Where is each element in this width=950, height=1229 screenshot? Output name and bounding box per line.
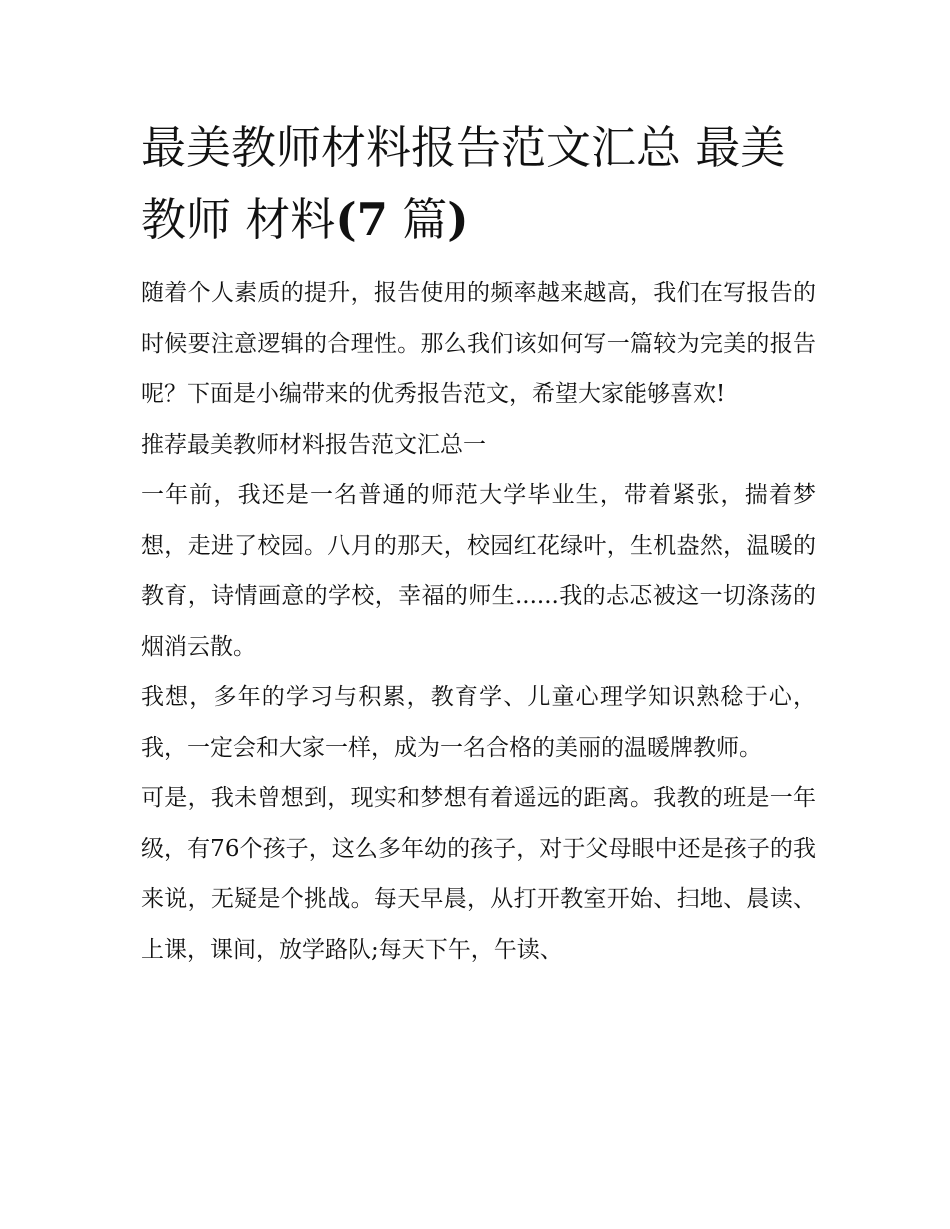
document-content (141, 112, 816, 975)
title-text: 最美教师材料报告范文汇总 最美教师 材料 (141, 121, 786, 246)
body-paragraph-3: 可是，我未曾想到，现实和梦想有着遥远的距离。我教的班是一年级，有76个孩子，这么多年幼的孩子，对于父母眼中还是孩子的我来说，无疑是个挑战。每天早晨，从打开教室开始、扫地、晨读、上课，课间，放学路队;每天下午，午读、 (141, 785, 816, 963)
body-paragraph-1: 一年前，我还是一名普通的师范大学毕业生，带着紧张，揣着梦想，走进了校园。八月的那天，校园红花绿叶，生机盎然，温暖的教育，诗情画意的学校，幸福的师生......我的忐忑被这一切涤荡的烟消云散。 (141, 482, 816, 660)
title-paren-close: ) (447, 193, 469, 246)
document-title (141, 112, 816, 256)
title-count-word: 篇 (387, 193, 448, 246)
title-paren-open: (7 (335, 193, 388, 246)
intro-paragraph: 随着个人素质的提升，报告使用的频率越来越高，我们在写报告的时候要注意逻辑的合理性。那么我们该如何写一篇较为完美的报告呢？下面是小编带来的优秀报告范文，希望大家能够喜欢! (141, 280, 816, 407)
document-body (141, 268, 816, 975)
section-heading: 推荐最美教师材料报告范文汇总一 (141, 431, 486, 458)
body-paragraph-2: 我想，多年的学习与积累，教育学、儿童心理学知识熟稔于心，我，一定会和大家一样，成为一名合格的美丽的温暖牌教师。 (141, 684, 816, 761)
